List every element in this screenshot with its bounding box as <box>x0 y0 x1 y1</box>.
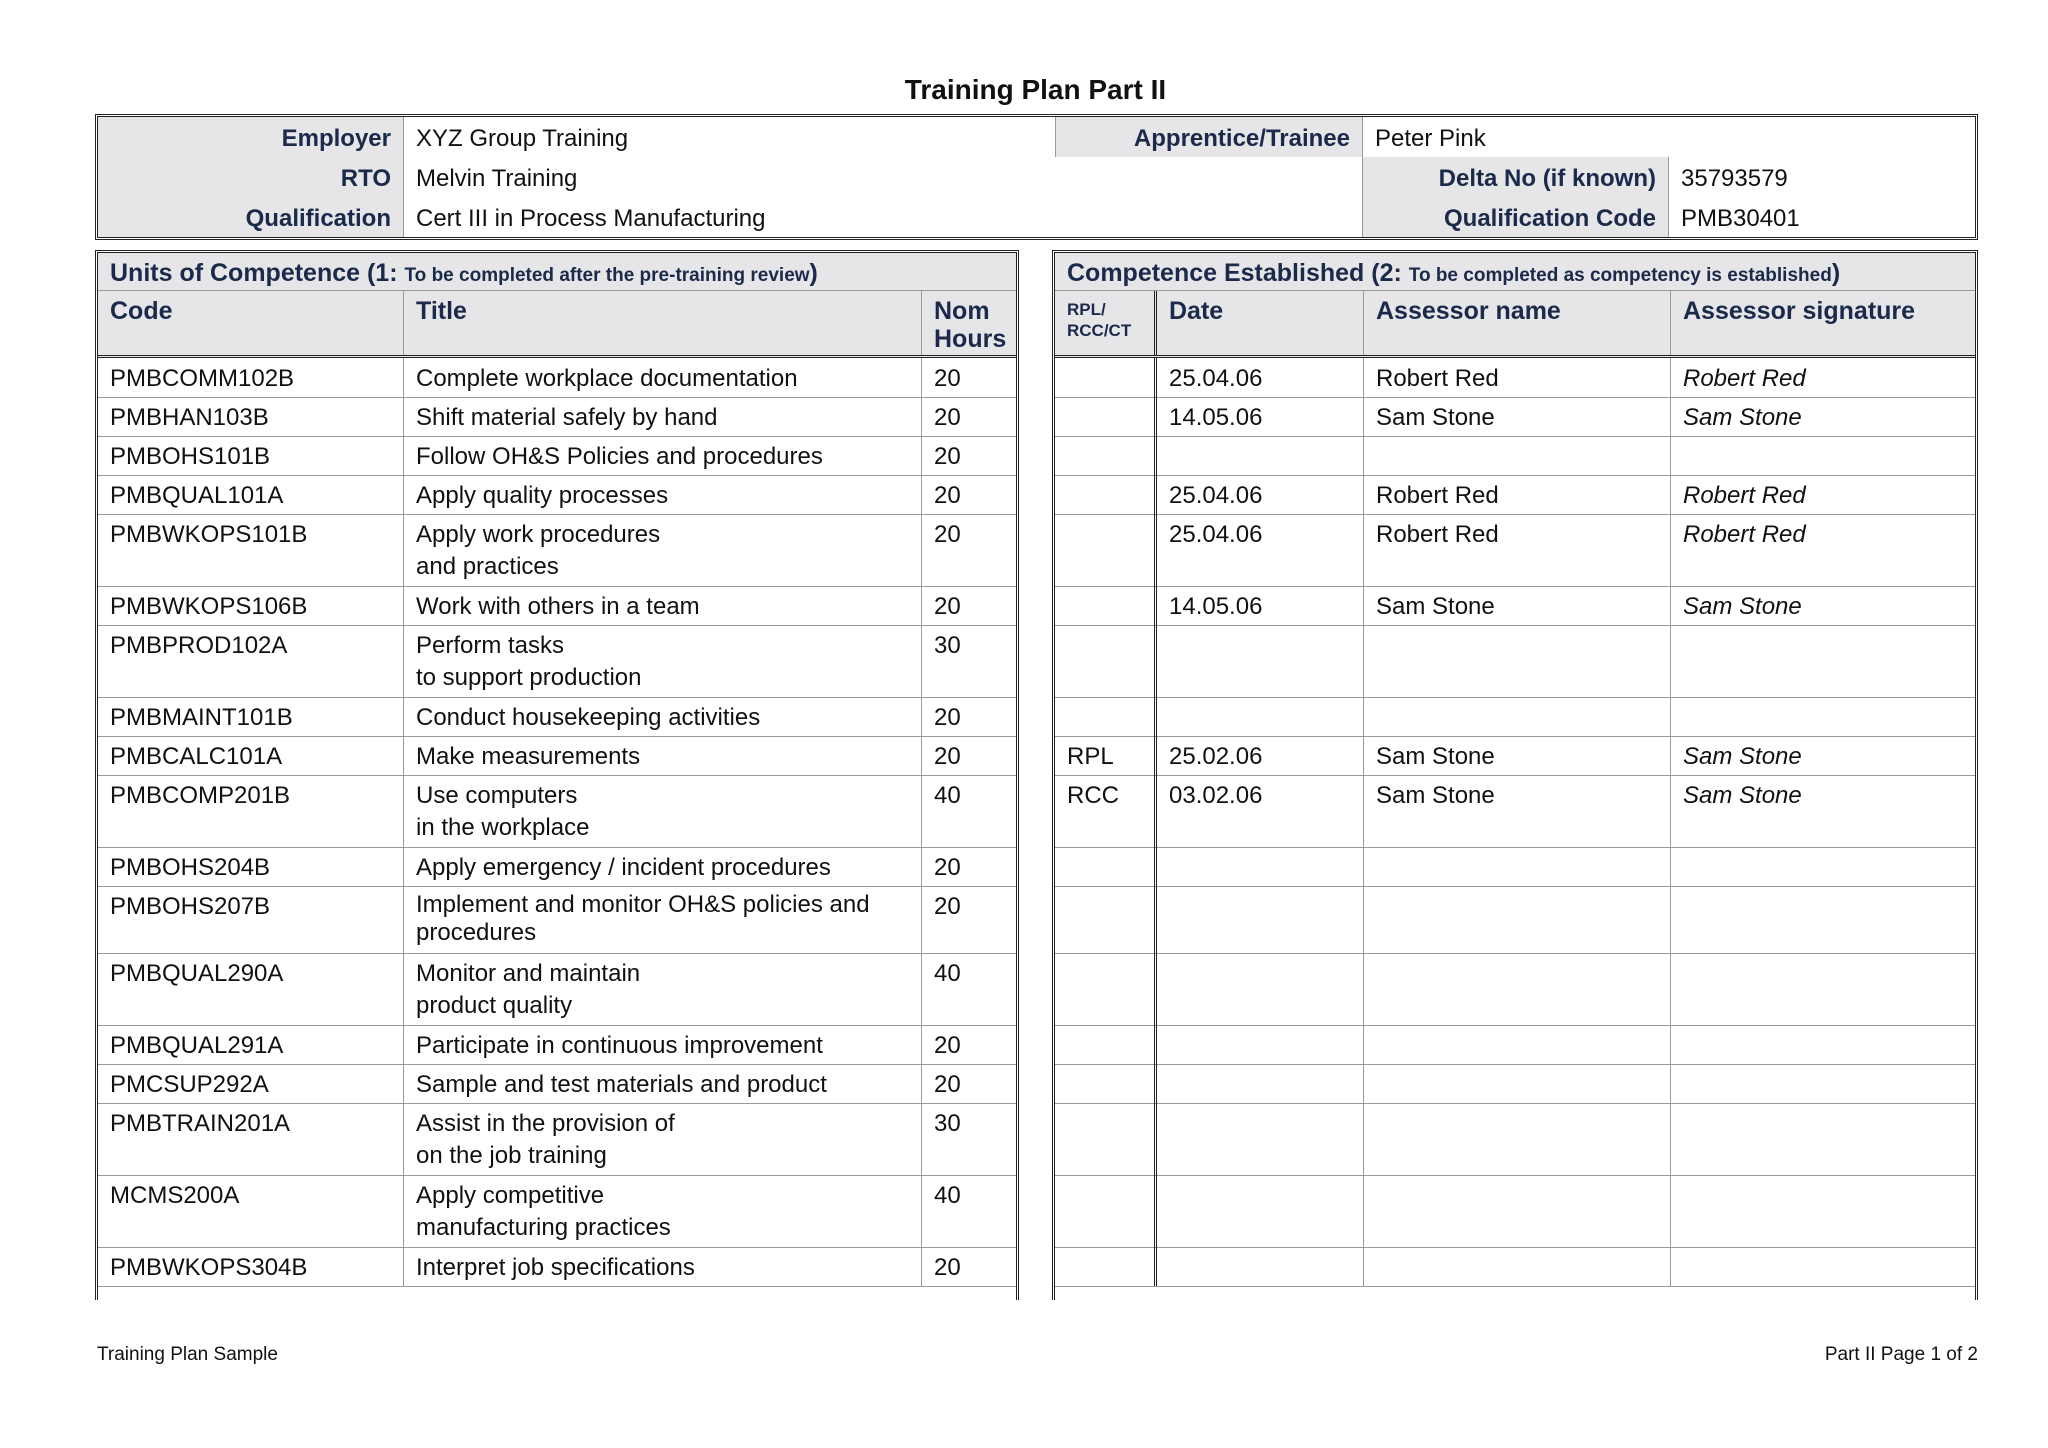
col-assessor-signature: Assessor signature <box>1683 297 1916 325</box>
units-title-cell: Monitor and maintain product quality <box>404 953 922 1025</box>
rpl-cell <box>1055 358 1157 397</box>
table-row <box>1055 1175 1975 1248</box>
table-row <box>1055 1103 1975 1176</box>
employer-label: Employer <box>98 117 404 157</box>
units-code-cell: PMBQUAL290A <box>98 953 404 1025</box>
table-row <box>98 1103 1016 1176</box>
table-row <box>98 358 1016 398</box>
rpl-cell <box>1055 1025 1157 1064</box>
date-cell: 25.02.06 <box>1157 736 1364 775</box>
units-hours-cell: 40 <box>934 1182 961 1209</box>
rto-value: Melvin Training <box>404 157 1363 197</box>
assessor-signature-cell <box>1671 1103 1975 1175</box>
competence-established-table <box>1052 250 1978 1300</box>
assessor-name-cell: Sam Stone <box>1364 736 1671 775</box>
rpl-cell: RPL <box>1055 736 1157 775</box>
units-title-cell: Implement and monitor OH&S policies and procedures <box>404 886 922 953</box>
col-code: Code <box>98 291 404 355</box>
table-row <box>1055 436 1975 476</box>
table-row <box>1055 586 1975 626</box>
units-table-body <box>98 358 1016 1300</box>
units-code-cell: PMCSUP292A <box>98 1064 404 1103</box>
units-code-cell: PMBTRAIN201A <box>98 1103 404 1175</box>
footer-right: Part II Page 1 of 2 <box>1824 1344 1978 1365</box>
assessor-name-cell: Robert Red <box>1364 514 1671 586</box>
assessor-name-cell: Sam Stone <box>1364 775 1671 847</box>
units-hours-cell: 20 <box>934 1032 961 1059</box>
units-code-cell: PMBCOMP201B <box>98 775 404 847</box>
rpl-cell <box>1055 514 1157 586</box>
table-row <box>98 586 1016 626</box>
assessor-name-cell <box>1364 1247 1671 1286</box>
info-row-employer <box>98 117 1975 158</box>
qualification-value: Cert III in Process Manufacturing <box>404 197 1363 237</box>
assessor-name-cell <box>1364 953 1671 1025</box>
date-cell <box>1157 953 1364 1025</box>
assessor-signature-cell <box>1671 886 1975 953</box>
rpl-cell <box>1055 1103 1157 1175</box>
col-rpl: RPL/ RCC/CT <box>1055 291 1157 355</box>
info-row-rto <box>98 157 1975 198</box>
table-row <box>1055 475 1975 515</box>
date-cell: 03.02.06 <box>1157 775 1364 847</box>
units-column-headers <box>98 291 1016 358</box>
units-title-cell: Apply quality processes <box>404 475 922 514</box>
assessor-name-cell <box>1364 847 1671 886</box>
units-hours-cell: 20 <box>934 365 961 392</box>
assessor-signature-cell <box>1671 1025 1975 1064</box>
table-row <box>98 1175 1016 1248</box>
date-cell <box>1157 1025 1364 1064</box>
rpl-cell <box>1055 1247 1157 1286</box>
table-row <box>98 514 1016 587</box>
info-row-qualification <box>98 197 1975 237</box>
date-cell <box>1157 1175 1364 1247</box>
units-title-cell: Make measurements <box>404 736 922 775</box>
table-row <box>98 697 1016 737</box>
date-cell: 25.04.06 <box>1157 475 1364 514</box>
units-title-cell: Participate in continuous improvement <box>404 1025 922 1064</box>
units-title-cell: Conduct housekeeping activities <box>404 697 922 736</box>
assessor-signature-cell: Robert Red <box>1683 521 1806 548</box>
units-code-cell: PMBOHS101B <box>98 436 404 475</box>
units-hours-cell: 20 <box>934 593 961 620</box>
units-code-cell: PMBWKOPS304B <box>98 1247 404 1286</box>
units-code-cell: PMBQUAL291A <box>98 1025 404 1064</box>
assessor-name-cell <box>1364 436 1671 475</box>
units-title-cell: Follow OH&S Policies and procedures <box>404 436 922 475</box>
table-row <box>1055 775 1975 848</box>
units-code-cell: PMBCALC101A <box>98 736 404 775</box>
delta-value: 35793579 <box>1669 157 1975 197</box>
units-code-cell: PMBHAN103B <box>98 397 404 436</box>
units-code-cell: PMBWKOPS106B <box>98 586 404 625</box>
units-title-cell: Apply work procedures and practices <box>404 514 922 586</box>
units-code-cell: PMBOHS204B <box>98 847 404 886</box>
competence-heading-note: To be completed as competency is established <box>1408 265 1832 286</box>
units-hours-cell: 20 <box>934 893 961 920</box>
table-row <box>98 847 1016 887</box>
assessor-signature-cell <box>1671 1175 1975 1247</box>
units-hours-cell: 20 <box>934 404 961 431</box>
assessor-name-cell <box>1364 1175 1671 1247</box>
date-cell: 25.04.06 <box>1157 514 1364 586</box>
assessor-signature-cell: Sam Stone <box>1683 743 1802 770</box>
table-row <box>1055 953 1975 1026</box>
units-title-cell: Assist in the provision of on the job training <box>404 1103 922 1175</box>
delta-label: Delta No (if known) <box>1363 157 1669 197</box>
date-cell <box>1157 847 1364 886</box>
units-hours-cell: 40 <box>934 782 961 809</box>
assessor-name-cell: Sam Stone <box>1364 397 1671 436</box>
units-title-cell: Apply emergency / incident procedures <box>404 847 922 886</box>
rpl-cell <box>1055 625 1157 697</box>
assessor-name-cell <box>1364 886 1671 953</box>
assessor-name-cell: Sam Stone <box>1364 586 1671 625</box>
units-title-cell: Sample and test materials and product <box>404 1064 922 1103</box>
date-cell <box>1157 1064 1364 1103</box>
table-row <box>98 886 1016 954</box>
assessor-name-cell <box>1364 1025 1671 1064</box>
units-hours-cell: 20 <box>934 521 961 548</box>
units-of-competence-table <box>95 250 1019 1300</box>
table-row <box>1055 697 1975 737</box>
competence-table-body <box>1055 358 1975 1300</box>
units-code-cell: PMBCOMM102B <box>98 358 404 397</box>
units-hours-cell: 20 <box>934 443 961 470</box>
table-row <box>1055 847 1975 887</box>
table-row <box>98 436 1016 476</box>
footer-left: Training Plan Sample <box>97 1344 278 1365</box>
units-hours-cell: 30 <box>934 1110 961 1137</box>
assessor-signature-cell: Sam Stone <box>1683 782 1802 809</box>
date-cell <box>1157 1103 1364 1175</box>
assessor-name-cell <box>1364 1103 1671 1175</box>
date-cell <box>1157 436 1364 475</box>
rpl-cell <box>1055 397 1157 436</box>
units-hours-cell: 30 <box>934 632 961 659</box>
assessor-name-cell <box>1364 697 1671 736</box>
apprentice-label: Apprentice/Trainee <box>1056 117 1363 157</box>
col-nom-hours: Nom Hours <box>934 297 1007 353</box>
assessor-signature-cell <box>1671 697 1975 736</box>
units-code-cell: PMBPROD102A <box>98 625 404 697</box>
assessor-signature-cell: Robert Red <box>1683 482 1806 509</box>
units-heading-close: ) <box>809 259 818 287</box>
rpl-cell <box>1055 697 1157 736</box>
assessor-name-cell <box>1364 1064 1671 1103</box>
rpl-cell <box>1055 586 1157 625</box>
col-title: Title <box>404 291 922 355</box>
date-cell <box>1157 625 1364 697</box>
date-cell <box>1157 697 1364 736</box>
units-hours-cell: 20 <box>934 482 961 509</box>
units-title-cell: Use computers in the workplace <box>404 775 922 847</box>
assessor-signature-cell <box>1671 625 1975 697</box>
units-title-cell: Work with others in a team <box>404 586 922 625</box>
table-row <box>1055 736 1975 776</box>
qualification-code-label: Qualification Code <box>1363 197 1669 237</box>
units-code-cell: MCMS200A <box>98 1175 404 1247</box>
assessor-signature-cell <box>1671 1064 1975 1103</box>
units-heading-note: To be completed after the pre-training review <box>404 265 810 286</box>
date-cell: 25.04.06 <box>1157 358 1364 397</box>
table-row <box>98 736 1016 776</box>
assessor-signature-cell <box>1671 953 1975 1025</box>
units-code-cell: PMBWKOPS101B <box>98 514 404 586</box>
rpl-cell <box>1055 436 1157 475</box>
table-row <box>98 1025 1016 1065</box>
assessor-signature-cell <box>1671 1247 1975 1286</box>
units-hours-cell: 20 <box>934 1254 961 1281</box>
competence-heading-text: Competence Established (2: <box>1067 259 1409 287</box>
date-cell <box>1157 886 1364 953</box>
units-title-cell: Shift material safely by hand <box>404 397 922 436</box>
units-title-cell: Interpret job specifications <box>404 1247 922 1286</box>
apprentice-value: Peter Pink <box>1363 117 1975 157</box>
date-cell <box>1157 1247 1364 1286</box>
units-code-cell: PMBQUAL101A <box>98 475 404 514</box>
competence-column-headers <box>1055 291 1975 358</box>
units-heading-text: Units of Competence (1: <box>110 259 405 287</box>
trainee-info-block <box>95 114 1978 240</box>
assessor-signature-cell: Sam Stone <box>1683 404 1802 431</box>
assessor-name-cell: Robert Red <box>1364 358 1671 397</box>
date-cell: 14.05.06 <box>1157 397 1364 436</box>
units-hours-cell: 40 <box>934 960 961 987</box>
assessor-name-cell: Robert Red <box>1364 475 1671 514</box>
rpl-cell <box>1055 953 1157 1025</box>
rpl-cell <box>1055 1175 1157 1247</box>
assessor-name-cell <box>1364 625 1671 697</box>
units-code-cell: PMBOHS207B <box>98 886 404 953</box>
assessor-signature-cell <box>1671 847 1975 886</box>
table-row <box>1055 514 1975 587</box>
competence-section-heading <box>1055 253 1975 291</box>
rpl-cell <box>1055 847 1157 886</box>
table-row <box>1055 1247 1975 1287</box>
rpl-cell <box>1055 886 1157 953</box>
col-assessor-name: Assessor name <box>1364 291 1671 355</box>
table-row <box>98 625 1016 698</box>
employer-value: XYZ Group Training <box>404 117 1056 157</box>
assessor-signature-cell: Sam Stone <box>1683 593 1802 620</box>
table-row <box>98 475 1016 515</box>
qualification-code-value: PMB30401 <box>1669 197 1975 237</box>
rpl-cell <box>1055 1064 1157 1103</box>
qualification-label: Qualification <box>98 197 404 237</box>
table-row <box>98 1064 1016 1104</box>
units-hours-cell: 20 <box>934 854 961 881</box>
units-section-heading <box>98 253 1016 291</box>
units-title-cell: Perform tasks to support production <box>404 625 922 697</box>
units-hours-cell: 20 <box>934 1071 961 1098</box>
table-row <box>1055 625 1975 698</box>
table-row <box>98 1247 1016 1287</box>
col-date: Date <box>1157 291 1364 355</box>
rpl-cell <box>1055 475 1157 514</box>
page-title: Training Plan Part II <box>904 74 1167 105</box>
units-title-cell: Complete workplace documentation <box>404 358 922 397</box>
units-hours-cell: 20 <box>934 704 961 731</box>
units-title-cell: Apply competitive manufacturing practices <box>404 1175 922 1247</box>
date-cell: 14.05.06 <box>1157 586 1364 625</box>
rto-label: RTO <box>98 157 404 197</box>
table-row <box>1055 886 1975 954</box>
units-hours-cell: 20 <box>934 743 961 770</box>
table-row <box>1055 358 1975 398</box>
competence-heading-close: ) <box>1831 259 1841 287</box>
units-code-cell: PMBMAINT101B <box>98 697 404 736</box>
table-row <box>1055 397 1975 437</box>
assessor-signature-cell <box>1671 436 1975 475</box>
assessor-signature-cell: Robert Red <box>1683 365 1806 392</box>
table-row <box>1055 1064 1975 1104</box>
rpl-cell: RCC <box>1055 775 1157 847</box>
table-row <box>98 775 1016 848</box>
table-row <box>98 397 1016 437</box>
table-row <box>1055 1025 1975 1065</box>
table-row <box>98 953 1016 1026</box>
